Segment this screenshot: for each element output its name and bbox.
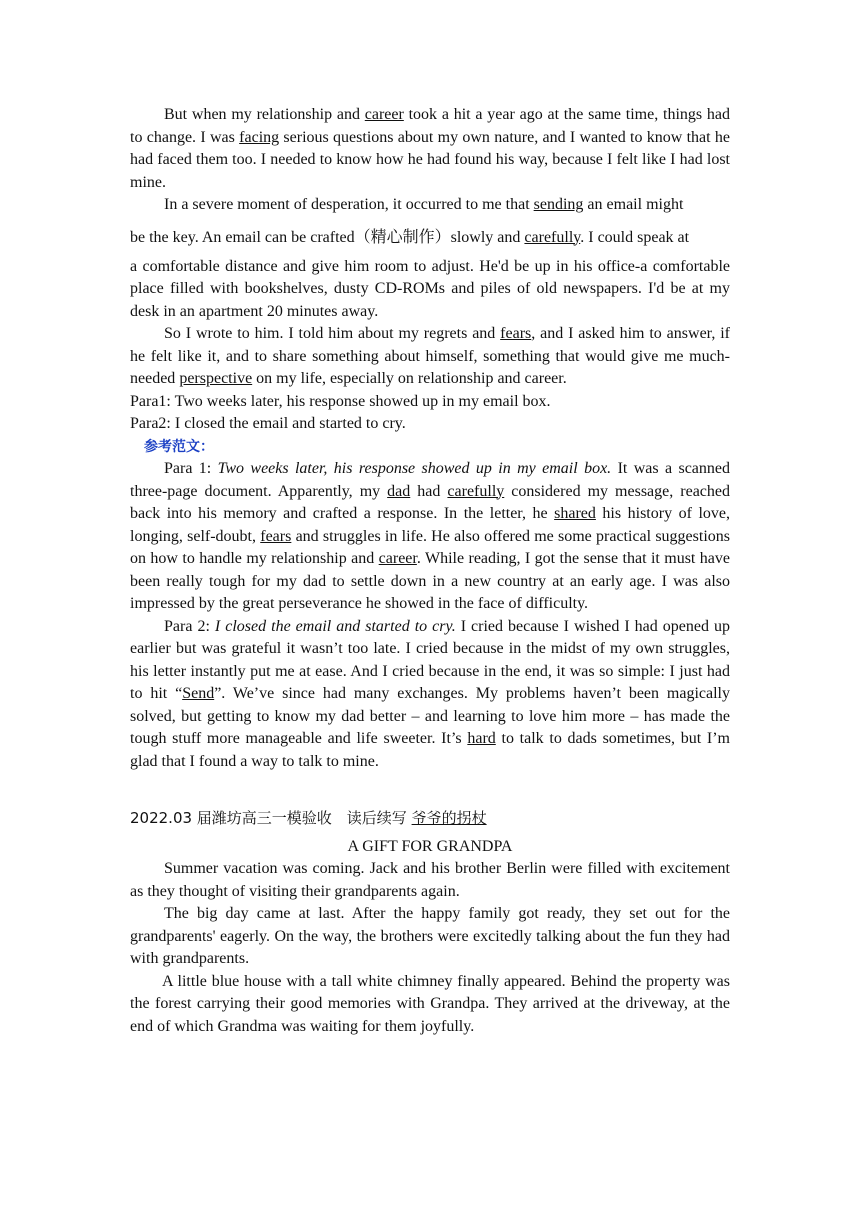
answer-paragraph-2: Para 2: I closed the email and started to cry. I cried because I wished I had opened up earlier but was grateful it wasn’t too late. I cried because in the midst of my own struggles, his letter instantly put me at ease. And I cried because in the end, it was so simple: I just had to hit “Send”. We’ve since had many exchanges. My problems haven’t been magically solved, but getting to know my dad better – and learning to love him more – has made the tough stuff more manageable and life sweeter. It’s hard to talk to dads sometimes, but I’m glad that I found a way to talk to mine. xyxy=(130,617,731,770)
prompt-para1: Para1: Two weeks later, his response showed up in my email box. xyxy=(130,392,551,410)
sample-essay-label: 参考范文： xyxy=(144,438,214,455)
paragraph-line: be the key. An email can be crafted（精心制作）slowly and carefully. I could speak at xyxy=(130,228,690,246)
paragraph: So I wrote to him. I told him about my regrets and fears, and I asked him to answer, if he felt like it, and to share something about himself, something that would give me much-needed perspective on my life, especially on relationship and career. xyxy=(130,325,730,387)
answer-paragraph-1: Para 1: Two weeks later, his response showed up in my email box. It was a scanned three-page document. Apparently, my dad had carefully considered my message, reached back into his memory and crafted a response. In the letter, he shared his history of love, longing, self-doubt, fears and struggles in life. He also offered me some practical suggestions on how to handle my relationship and career. While reading, I got the sense that it must have been really tough for my dad to settle down in a new country at an early age. I was also impressed by the great perseverance he showed in the face of difficulty. xyxy=(130,460,731,612)
section-heading: 2022.03 届潍坊高三一模验收 读后续写 爷爷的拐杖 xyxy=(130,809,487,827)
paragraph: But when my relationship and career took a hit a year ago at the same time, things had to change. I was facing serious questions about my own nature, and I wanted to know that he had faced them too. I needed to know how he had found his way, because I felt like I had lost mine. xyxy=(130,106,730,191)
paragraph: Summer vacation was coming. Jack and his brother Berlin were filled with excitement as they thought of visiting their grandparents again. xyxy=(130,860,730,900)
paragraph: A little blue house with a tall white chimney finally appeared. Behind the property was the forest carrying their good memories with Grandpa. They arrived at the driveway, at the end of which Grandma was waiting for them joyfully. xyxy=(130,972,730,1035)
story-title: A GIFT FOR GRANDPA xyxy=(347,837,513,855)
paragraph: In a severe moment of desperation, it occurred to me that sending an email might xyxy=(164,196,684,213)
prompt-para2: Para2: I closed the email and started to cry. xyxy=(130,415,406,432)
document-page xyxy=(130,104,730,1038)
paragraph: The big day came at last. After the happy family got ready, they set out for the grandparents' eagerly. On the way, the brothers were excitedly talking about the fun they had with grandparents. xyxy=(130,905,730,967)
paragraph: a comfortable distance and give him room to adjust. He'd be up in his office-a comfortable place filled with bookshelves, dusty CD-ROMs and piles of old newspapers. I'd be at my desk in an apartment 20 minutes away. xyxy=(130,257,730,320)
